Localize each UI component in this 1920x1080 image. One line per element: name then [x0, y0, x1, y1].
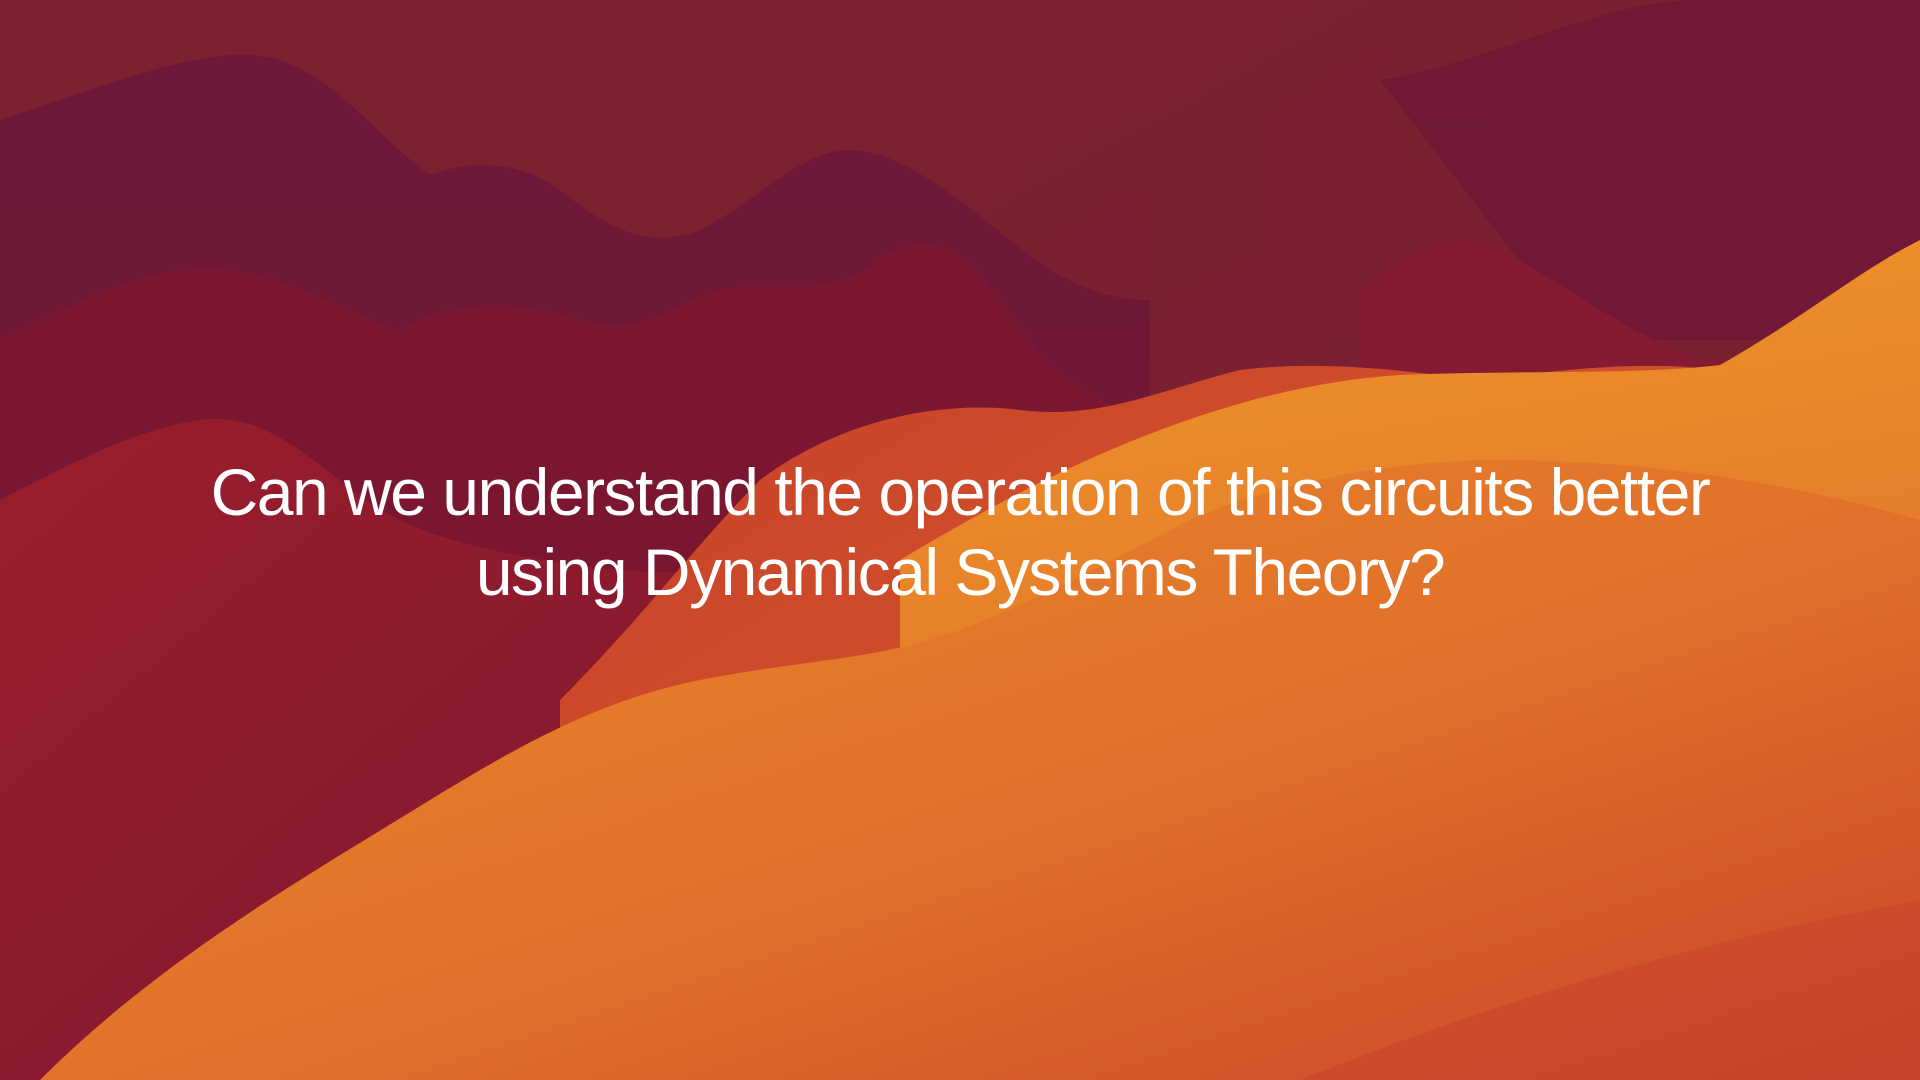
slide-title [0, 452, 1920, 612]
slide-title-line-1: Can we understand the operation of this circuits better [210, 455, 1710, 530]
slide-title-line-2: using Dynamical Systems Theory? [475, 535, 1445, 610]
